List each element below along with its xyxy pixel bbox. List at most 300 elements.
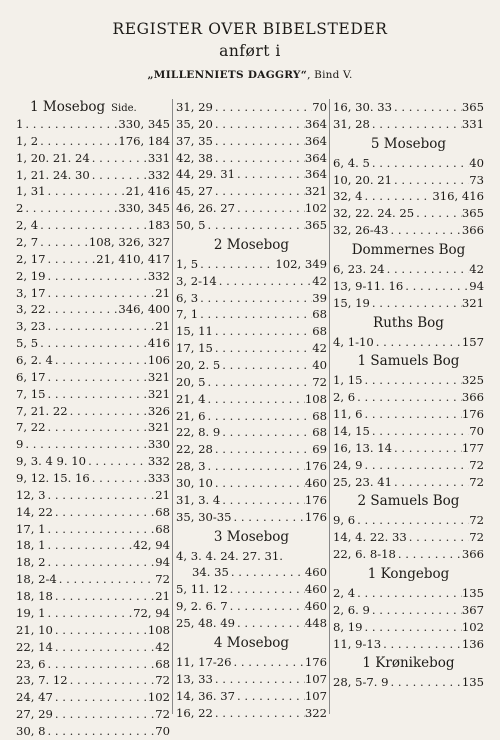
page-numbers: 321	[304, 184, 327, 199]
verse-reference: 1, 20. 21. 24	[16, 150, 90, 165]
verse-reference: 1, 31	[16, 184, 46, 199]
page-numbers: 135	[461, 586, 484, 601]
page-numbers: 69	[312, 442, 327, 457]
index-entry	[176, 424, 327, 441]
page-numbers: 102	[147, 690, 170, 705]
dot-leader	[363, 457, 470, 474]
dot-leader	[381, 636, 462, 653]
dot-leader	[235, 615, 305, 632]
dot-leader	[363, 188, 433, 205]
dot-leader	[46, 268, 148, 285]
page-numbers: 72	[155, 572, 170, 587]
verse-reference: 18, 2	[16, 555, 46, 570]
dot-leader	[232, 654, 305, 671]
book-heading	[176, 526, 327, 548]
verse-reference: 16, 30. 33	[333, 100, 392, 114]
page-numbers: 42, 94	[133, 538, 170, 553]
dot-leader	[206, 391, 305, 408]
index-entry	[176, 441, 327, 458]
index-entry	[176, 374, 327, 391]
page-subtitle: anført i	[219, 42, 281, 60]
page-numbers: 42	[155, 639, 170, 654]
index-entry	[16, 116, 170, 133]
index-entry	[333, 529, 484, 546]
verse-reference: 2, 6. 9	[333, 602, 370, 617]
page-numbers: 365	[461, 100, 484, 114]
side-column-label: Side.	[111, 103, 137, 114]
dot-leader	[46, 285, 156, 302]
index-entry	[333, 423, 484, 440]
dot-leader	[198, 256, 275, 273]
verse-reference: 6, 4. 5	[333, 155, 370, 170]
index-entry	[16, 656, 170, 673]
index-entry	[16, 403, 170, 420]
verse-reference: 6, 17	[16, 369, 46, 384]
dot-leader	[68, 672, 156, 689]
index-entry	[16, 504, 170, 521]
verse-reference: 2, 4	[333, 586, 356, 601]
page-numbers: 72	[155, 707, 170, 722]
page-numbers: 108, 326, 327	[88, 235, 170, 250]
dot-leader	[363, 619, 462, 636]
index-entry	[176, 391, 327, 408]
verse-reference: 32, 22. 24. 25	[333, 206, 415, 221]
index-entry	[176, 166, 327, 183]
dot-leader	[363, 372, 462, 389]
page-numbers: 330, 345	[118, 117, 170, 131]
page-numbers: 135	[461, 675, 484, 690]
verse-reference: 21, 4	[176, 391, 206, 406]
page-numbers: 68	[155, 656, 170, 671]
index-entry	[176, 116, 327, 133]
dot-leader	[229, 564, 305, 581]
page-numbers: 68	[312, 324, 327, 339]
dot-leader	[206, 408, 313, 425]
dot-leader	[235, 166, 305, 183]
page-numbers: 364	[304, 116, 327, 131]
dot-leader	[46, 251, 97, 268]
page-numbers: 70	[155, 723, 170, 738]
verse-reference: 1, 2	[16, 133, 39, 148]
dot-leader	[213, 116, 305, 133]
dot-leader	[235, 688, 305, 705]
book-heading	[176, 632, 327, 654]
book-name: 4 Mosebog	[213, 634, 290, 651]
dot-leader	[46, 487, 156, 504]
index-entry	[333, 172, 484, 189]
book-name: 2 Mosebog	[213, 236, 290, 253]
page-numbers: 331	[147, 150, 170, 165]
index-entry	[333, 585, 484, 602]
dot-leader	[90, 470, 148, 487]
verse-reference: 11, 17-26	[176, 654, 232, 669]
index-entry	[333, 440, 484, 457]
verse-reference: 14, 36. 37	[176, 688, 235, 703]
dot-leader	[370, 155, 469, 172]
page-numbers: 108	[147, 622, 170, 637]
dot-leader	[392, 99, 462, 116]
verse-reference: 4, 3. 4. 24. 27. 31.	[176, 548, 283, 563]
page-numbers: 102, 349	[275, 256, 327, 271]
dot-leader	[370, 295, 462, 312]
page-numbers: 176	[304, 509, 327, 524]
index-entry	[333, 155, 484, 172]
page-numbers: 136	[461, 636, 484, 651]
index-entry	[16, 183, 170, 200]
index-entry	[16, 521, 170, 538]
verse-reference: 20, 5	[176, 374, 206, 389]
page-numbers: 460	[304, 565, 327, 580]
dot-leader	[53, 588, 155, 605]
dot-leader	[206, 458, 305, 475]
index-entry	[333, 372, 484, 389]
index-entry	[16, 723, 170, 740]
verse-reference: 17, 15	[176, 341, 213, 356]
page-numbers: 366	[461, 547, 484, 562]
dot-leader	[374, 334, 462, 351]
dot-leader	[46, 369, 148, 386]
verse-reference: 11, 9-13	[333, 636, 382, 651]
book-name: 1 Kongebog	[367, 566, 450, 583]
index-entry	[176, 256, 327, 273]
verse-reference: 21, 6	[176, 408, 206, 423]
index-entry	[333, 406, 484, 423]
verse-reference: 9, 12. 15. 16	[16, 471, 90, 486]
verse-reference: 19, 1	[16, 605, 46, 620]
index-entry	[16, 318, 170, 335]
dot-leader	[206, 374, 313, 391]
page-numbers: 322	[304, 705, 327, 720]
dot-leader	[355, 389, 462, 406]
page-numbers: 94	[469, 278, 484, 293]
index-entry	[16, 588, 170, 605]
verse-reference: 3, 23	[16, 319, 46, 334]
dot-leader	[46, 301, 119, 318]
page-numbers: 21, 416	[125, 184, 170, 199]
page-numbers: 94	[155, 555, 170, 570]
verse-reference: 18, 2-4	[16, 572, 57, 587]
verse-reference: 22, 6. 8-18	[333, 547, 396, 562]
verse-reference: 9, 6	[333, 513, 356, 528]
index-entry	[333, 222, 484, 239]
page-numbers: 326	[147, 403, 170, 418]
dot-leader	[46, 318, 156, 335]
verse-reference: 1, 15	[333, 373, 363, 388]
verse-reference: 30, 8	[16, 723, 46, 738]
dot-leader	[370, 116, 462, 133]
index-entry	[333, 619, 484, 636]
column-2	[172, 99, 329, 720]
book-heading	[333, 350, 484, 372]
dot-leader	[46, 386, 148, 403]
index-entry	[176, 357, 327, 374]
verse-reference: 14, 4. 22. 33	[333, 530, 407, 545]
dot-leader	[53, 352, 148, 369]
verse-reference: 1, 21. 24. 30	[16, 167, 90, 182]
index-entry	[333, 188, 484, 205]
index-entry	[333, 457, 484, 474]
page-numbers: 183	[147, 218, 170, 233]
dot-leader	[370, 602, 462, 619]
index-entry	[176, 408, 327, 425]
page-numbers: 107	[304, 688, 327, 703]
index-entry	[333, 205, 484, 222]
index-entry	[176, 150, 327, 167]
index-entry	[176, 509, 327, 526]
dot-leader	[392, 474, 469, 491]
verse-reference: 37, 35	[176, 133, 213, 148]
index-entry	[176, 458, 327, 475]
dot-leader	[220, 357, 312, 374]
page-numbers: 72	[469, 457, 484, 472]
dot-leader	[389, 674, 462, 691]
dot-leader	[235, 200, 305, 217]
verse-reference: 25, 23. 41	[333, 474, 392, 489]
index-entry	[176, 217, 327, 234]
page-numbers: 68	[312, 307, 327, 322]
verse-reference: 32, 4	[333, 189, 363, 204]
verse-reference: 11, 6	[333, 407, 363, 422]
page-numbers: 364	[304, 133, 327, 148]
dot-leader	[370, 423, 469, 440]
dot-leader	[414, 205, 462, 222]
book-heading	[16, 99, 170, 116]
dot-leader	[213, 475, 305, 492]
book-name: 3 Mosebog	[213, 528, 290, 545]
index-entry	[176, 273, 327, 290]
dot-leader	[38, 234, 89, 251]
index-entry	[16, 268, 170, 285]
index-entry	[16, 470, 170, 487]
dot-leader	[392, 440, 462, 457]
index-entry	[176, 615, 327, 632]
dot-leader	[23, 116, 118, 133]
page-numbers: 72	[312, 374, 327, 389]
index-entry	[16, 386, 170, 403]
book-heading	[333, 490, 484, 512]
index-entry	[16, 133, 170, 150]
index-entry	[176, 581, 327, 598]
page-numbers: 332	[147, 167, 170, 182]
verse-reference: 42, 38	[176, 150, 213, 165]
page-numbers: 332	[147, 268, 170, 283]
verse-reference: 6, 23. 24	[333, 262, 385, 277]
page-numbers: 364	[304, 150, 327, 165]
verse-reference: 35, 20	[176, 116, 213, 131]
index-entry	[176, 598, 327, 615]
verse-reference: 44, 29. 31	[176, 167, 235, 182]
page-numbers: 176	[304, 654, 327, 669]
dot-leader	[86, 453, 148, 470]
dot-leader	[355, 585, 462, 602]
page-numbers: 21	[155, 487, 170, 502]
dot-leader	[38, 133, 118, 150]
index-entry	[333, 261, 484, 278]
page-numbers: 106	[147, 353, 170, 368]
dot-leader	[213, 99, 312, 116]
page-numbers: 73	[469, 172, 484, 187]
verse-reference: 46, 26. 27	[176, 201, 235, 216]
page-numbers: 108	[304, 391, 327, 406]
page-numbers: 68	[155, 504, 170, 519]
book-heading	[333, 133, 484, 155]
page-numbers: 176	[304, 459, 327, 474]
dot-leader	[198, 290, 312, 307]
dot-leader	[57, 571, 155, 588]
dot-leader	[396, 546, 462, 563]
index-entry	[16, 537, 170, 554]
dot-leader	[213, 671, 305, 688]
publication-line	[0, 69, 500, 81]
page-numbers: 107	[304, 671, 327, 686]
dot-leader	[363, 406, 462, 423]
verse-reference: 20, 2. 5	[176, 358, 221, 373]
page-numbers: 316, 416	[432, 189, 484, 204]
verse-reference: 10, 20. 21	[333, 172, 392, 187]
verse-reference: 16, 13. 14	[333, 440, 392, 455]
page-numbers: 39	[312, 290, 327, 305]
index-entry	[176, 323, 327, 340]
verse-reference: 3, 2-14	[176, 273, 217, 288]
book-name: 1 Krønikebog	[362, 655, 455, 672]
index-entry	[16, 150, 170, 167]
book-heading	[333, 312, 484, 334]
verse-reference: 25, 48. 49	[176, 616, 235, 631]
verse-reference: 5, 11. 12	[176, 582, 228, 597]
book-name: Dommernes Bog	[351, 242, 466, 259]
verse-reference: 6, 3	[176, 290, 199, 305]
index-entry	[16, 167, 170, 184]
verse-reference: 3, 17	[16, 285, 46, 300]
book-heading	[333, 563, 484, 585]
page-numbers: 42	[469, 262, 484, 277]
verse-reference: 2, 4	[16, 218, 39, 233]
dot-leader	[53, 689, 148, 706]
index-entry	[16, 419, 170, 436]
page-numbers: 21	[155, 589, 170, 604]
index-entry	[176, 492, 327, 509]
column-3	[329, 99, 486, 714]
index-entry	[16, 622, 170, 639]
verse-reference: 23, 7. 12	[16, 673, 68, 688]
index-entry	[16, 301, 170, 318]
page-numbers: 460	[304, 599, 327, 614]
dot-leader	[46, 554, 156, 571]
page-numbers: 321	[147, 386, 170, 401]
verse-reference: 9, 3. 4 9. 10	[16, 454, 87, 469]
column-1	[16, 99, 172, 738]
dot-leader	[206, 217, 305, 234]
page-numbers: 102	[304, 201, 327, 216]
verse-reference: 1, 5	[176, 256, 199, 271]
verse-reference: 6, 2. 4	[16, 353, 53, 368]
dot-leader	[385, 261, 470, 278]
page-numbers: 346, 400	[118, 302, 170, 317]
page-numbers: 72, 94	[133, 605, 170, 620]
page-numbers: 330, 345	[118, 201, 170, 216]
page-numbers: 364	[304, 167, 327, 182]
dot-leader	[53, 504, 155, 521]
page-numbers: 176	[304, 492, 327, 507]
index-entry	[16, 605, 170, 622]
index-entry	[16, 217, 170, 234]
page-numbers: 177	[461, 440, 484, 455]
index-entry	[176, 183, 327, 200]
verse-reference: 24, 47	[16, 690, 53, 705]
index-entry	[16, 487, 170, 504]
page-numbers: 460	[304, 476, 327, 491]
verse-reference: 32, 26-43	[333, 223, 389, 238]
index-entry	[333, 116, 484, 133]
verse-reference: 5, 5	[16, 336, 39, 351]
verse-reference: 2, 6	[333, 390, 356, 405]
page-numbers: 68	[312, 408, 327, 423]
verse-reference: 24, 9	[333, 457, 363, 472]
index-entry	[176, 99, 327, 116]
dot-leader	[355, 512, 469, 529]
verse-reference: 8, 19	[333, 619, 363, 634]
index-entry	[16, 200, 170, 217]
book-name: 1 Samuels Bog	[357, 353, 460, 370]
book-name: Ruths Bog	[373, 314, 444, 331]
verse-reference: 31, 28	[333, 116, 370, 131]
publication-name: „MILLENNIETS DAGGRY“	[147, 69, 308, 81]
dot-leader	[228, 598, 305, 615]
verse-reference: 28, 5-7. 9	[333, 675, 389, 690]
verse-reference: 35, 30-35	[176, 509, 232, 524]
index-entry	[176, 290, 327, 307]
dot-leader	[220, 424, 312, 441]
index-entry	[333, 546, 484, 563]
verse-reference: 13, 33	[176, 671, 213, 686]
page-numbers: 333	[147, 471, 170, 486]
index-entry	[333, 295, 484, 312]
page-numbers: 102	[461, 619, 484, 634]
index-entry	[16, 352, 170, 369]
page-numbers: 70	[469, 424, 484, 439]
index-entry	[176, 654, 327, 671]
dot-leader	[228, 581, 305, 598]
verse-reference: 45, 27	[176, 184, 213, 199]
verse-reference: 7, 21. 22	[16, 403, 68, 418]
index-entry	[176, 688, 327, 705]
dot-leader	[46, 605, 134, 622]
index-entry	[333, 512, 484, 529]
index-entry	[333, 602, 484, 619]
verse-reference: 7, 22	[16, 420, 46, 435]
dot-leader	[38, 335, 148, 352]
page-numbers: 366	[461, 223, 484, 238]
index-entry	[16, 672, 170, 689]
verse-reference: 2, 7	[16, 235, 39, 250]
verse-reference: 2, 19	[16, 268, 46, 283]
verse-reference: 17, 1	[16, 521, 46, 536]
index-entry	[176, 306, 327, 323]
verse-reference: 14, 22	[16, 504, 53, 519]
book-heading	[333, 239, 484, 261]
verse-reference: 28, 3	[176, 459, 206, 474]
dot-leader	[198, 306, 312, 323]
index-entry	[176, 475, 327, 492]
index-entry	[176, 564, 327, 581]
verse-reference: 21, 10	[16, 622, 53, 637]
page-numbers: 176, 184	[118, 133, 170, 148]
verse-reference: 50, 5	[176, 218, 206, 233]
index-entry	[176, 671, 327, 688]
verse-reference: 7, 1	[176, 307, 199, 322]
verse-reference: 34. 35	[192, 565, 229, 580]
dot-leader	[213, 705, 305, 722]
